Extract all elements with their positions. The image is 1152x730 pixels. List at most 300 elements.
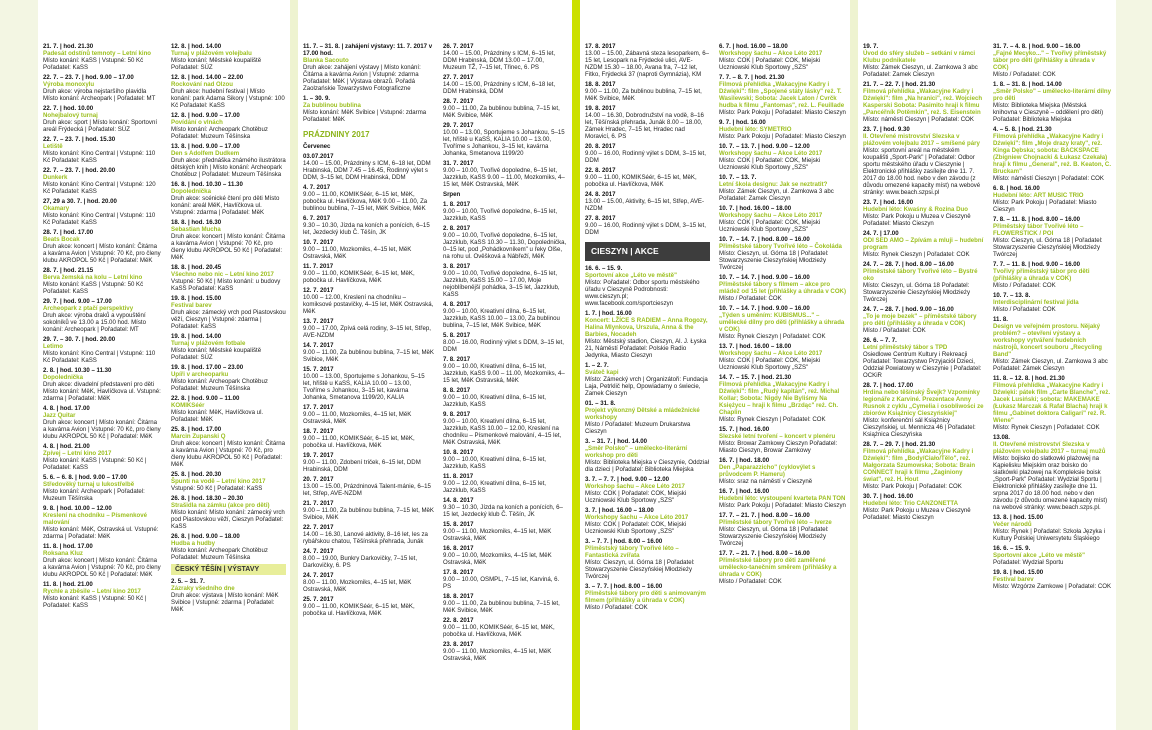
- event-date: 22. 8. 2017: [443, 617, 474, 624]
- event-title: Příměstský tábory Tvořivé léto – Fantastická zvířata: [585, 545, 679, 559]
- event-info: Místo: Zámek Cieszyn, ul. Zamkowa 3 abc Pořadatel: Zamek Cieszyn: [863, 64, 978, 78]
- event-entry: [43, 267, 162, 295]
- event-info: Pořadatel: Wydział Sportu: [993, 559, 1064, 566]
- event-title: Filmová přehlídka „Wakacyjne Kadry i Dźwięki": film „Moje drazy kraty", reż. Kinga Dębska; sobota: BACKSPACE (Zbigniew Chojnacki & Łukasz Czekała) hraji k filmu „General", reż. B. Keaton, C. Bruckam": [993, 133, 1112, 175]
- event-info: 9.00 – 10.00, OSMPL, 7–15 let, Karviná, 6. PS: [443, 576, 560, 590]
- event-date: 16. 8. 2017: [443, 545, 474, 552]
- event-info: 14.00 – 15.00, Prázdniny s ICM, 6–18 let, DDM Hrabinská, DDM: [443, 81, 556, 95]
- event-date: 27. 7. 2017: [443, 74, 474, 81]
- event-title: II. Otevřené mistrovství Slezska v plážovém volejbalu 2017 – turnaj mužů: [993, 441, 1106, 455]
- event-entry: [585, 310, 710, 359]
- column-5: [580, 0, 714, 730]
- event-entry: [443, 43, 568, 71]
- event-title: Filmová přehlídka „Wakacyjne Kadry i Dźwięki": film „Rudý kapitán", reż. Michal Kollar; Sobota: Nigdy Nie Byliśmy Na Księżycu – hraji k filmu „Brzdąc" reż. Ch. Chaplin: [719, 381, 840, 416]
- event-info: 9.00 – 10.00, Kreativní dílna, 6–15 let, Jazzklub, KaSS 10.00 – 12.00, Kreslení na chodníku – Písmenkové malování, 4–15 let, MěK Ostravská, MěK: [443, 418, 562, 446]
- event-entry: [303, 263, 434, 284]
- event-date: 5. 6. – 6. 8. | hod. 9.00 – 17.00: [43, 474, 128, 481]
- event-title: Den „Paparazzicho" (cyklovýlet s průvodcem P. Hameru): [719, 464, 816, 478]
- event-date: 12. 8. | hod. 14.00 – 22.00: [171, 74, 244, 81]
- event-entry: [303, 548, 434, 569]
- event-entry: [719, 488, 846, 509]
- event-entry: [863, 493, 984, 521]
- event-title: Den s Adolfem Dudkem: [171, 150, 240, 157]
- event-date: 3. – 7. 7. | hod. 8.00 – 16.00: [585, 538, 663, 545]
- event-entry: [171, 295, 286, 330]
- event-title: Dopolednička: [43, 374, 83, 381]
- event-date: 29. 7. – 30. 7. | hod. 20.00: [43, 336, 116, 343]
- event-date: 18. 7. 2017: [303, 428, 334, 435]
- event-date: 9. 8. | hod. 10.00 – 12.00: [43, 505, 112, 512]
- event-info: 13.00 – 15.00, Zábavná steza lesoparkem, 6–15 let, Lesopark na Frýdecké ulici, AVE-NZDM 15.30 – 18.00, Avana fra, 7–12 let, Fitko, Frýdecká 37 (naproti Gymnázia), KM: [585, 50, 709, 78]
- event-title: Za bublinou bublina: [303, 102, 361, 109]
- event-info: 10.00 – 12.00, Kreslení na chodníku – komiksové postavičky, 4–15 let, MěK Ostravská, MěK: [303, 294, 434, 315]
- event-date: 12. 7. 2017: [303, 287, 334, 294]
- event-entry: [993, 81, 1112, 123]
- event-entry: [303, 572, 434, 593]
- event-date: 1. 8. – 31. 8. | hod. 14.00: [993, 81, 1062, 88]
- event-entry: [171, 395, 286, 423]
- event-title: Design ve veřejném prostoru. Nějaký problém? – otevření výstavy a workshopy vytváření hudebních nástrojů, koncert souboru „Recycling Band": [993, 323, 1103, 358]
- event-info: Druh akce: výstava | Místo konání: MěK Svibice | Vstupné: zdarma | Pořadatel: MěK: [171, 592, 279, 613]
- event-entry: [443, 473, 568, 494]
- event-entry: [303, 366, 434, 401]
- event-title: „Týden s uměním: KUBISMUS..." – umělecké dílny pro děti (přihlášky a úhrada v COK): [719, 312, 845, 333]
- event-date: 1. – 2. 7.: [585, 362, 609, 369]
- event-info: Místo: náměstí Cieszyn | Pořadatel: COK: [863, 116, 974, 123]
- event-entry: [303, 95, 434, 123]
- event-entry: [863, 81, 984, 123]
- event-title: Rockování nad Olzou: [171, 81, 233, 88]
- event-info: 9.00 – 11.00, Zdobení triček, 6–15 let, DDM Hrabinská, DDM: [303, 459, 421, 473]
- event-title: Beats Bocak: [43, 236, 80, 243]
- event-entry: [993, 316, 1112, 372]
- event-title: „Směr Polsko" – uměleckо-literární workshop pro děti: [585, 445, 688, 459]
- event-date: 01. – 31. 8.: [585, 400, 616, 407]
- event-entry: [303, 215, 434, 236]
- event-entry: [585, 81, 710, 102]
- event-entry: [43, 74, 162, 102]
- event-info: Druh akce: koncert | Místo konání: Čitárna a kavárna Avion | Vstupné: 70 Kč, pro členy klubu AKROPOL 50 Kč | Pořadatel: MěK: [171, 440, 286, 468]
- event-title: Archeopark z ptačí perspektivy: [43, 305, 134, 312]
- event-title: Blanka Sacouto: [303, 57, 349, 64]
- event-info: Druh akce: výroba draků a vypouštění sokolníků ve 13.00 a 15.00 hod. Místo konání: Archeopark | Pořadatel: MT: [43, 312, 146, 333]
- event-date: 12. 8. | hod. 9.00 – 17.00: [171, 112, 240, 119]
- event-date: 24. 8. 2017: [585, 191, 616, 198]
- column-2: [166, 0, 290, 730]
- event-title: Příměstské tábory Tvořivé léto – Bystré oko: [863, 268, 978, 282]
- event-title: Letní škola designu: Jak se neztratit?: [719, 181, 828, 188]
- stripe-2: [572, 0, 580, 730]
- event-title: Špunti na vodě – Letní kino 2017: [171, 478, 266, 485]
- event-title: Hudební léto: Trio CANZONETTA: [863, 500, 959, 507]
- event-date: 3. 7. | hod. 16.00 – 18.00: [585, 507, 654, 514]
- event-date: 22. 8. | hod. 9.00 – 11.00: [171, 395, 240, 402]
- event-entry: [443, 201, 568, 222]
- event-info: Místo: Zámek Cieszyn, ul. Zamkowa 3 abc Pořadatel: Zámek Cieszyn: [993, 358, 1108, 372]
- event-title: Povídání o vlnách: [171, 119, 223, 126]
- event-date: 17. 8. 2017: [443, 569, 474, 576]
- event-date: 11. 8. – 12. 8. | hod. 21.30: [993, 375, 1065, 382]
- event-info: 10.00 – 13.00, Sportujeme s Johankou, 5–15 let, hřiště u KaSS, KALIA 10.00 – 13.00, Tvoříme s Johankou, 3–15 let, kavárna Johanka, Smetanova 1199/20, KALIA: [303, 373, 425, 401]
- event-info: Místo konání: Kino Central | Vstupné: 110 Kč Pořadatel: KaSS: [43, 212, 156, 226]
- event-title: Workshopy šachu – Akce Léto 2017: [719, 212, 823, 219]
- event-title: Večer národů: [993, 521, 1032, 528]
- event-info: Druh akce: koncert | Místo konání: Čitárna a kavárna Avion | Vstupné: 70 Kč, pro členy klubu AKROPOL 50 Kč | Pořadatel: MěK: [43, 419, 161, 440]
- event-entry: [303, 287, 434, 315]
- event-title: Výroba monoxylu: [43, 81, 95, 88]
- event-info: Místo: COK | Pořadatel: COK, Miejski Uczniowski Klub Sportowy „SZS": [719, 57, 821, 71]
- event-date: 19. 7. 2017: [303, 452, 334, 459]
- event-date: 14. 8. 2017: [443, 497, 474, 504]
- event-entry: [43, 405, 162, 440]
- event-date: 5. 8. 2017: [443, 332, 471, 339]
- column-8: [988, 0, 1116, 730]
- event-info: 9.00 – 11.00, KOMIKSéér, 6–15 let, MěK, pobočka ul. Havlíčkova, MěK: [443, 624, 555, 638]
- event-entry: [303, 184, 434, 212]
- event-entry: [443, 569, 568, 590]
- event-entry: [585, 167, 710, 188]
- event-entry: [443, 225, 568, 260]
- event-entry: [43, 105, 162, 133]
- event-entry: [303, 476, 434, 497]
- event-entry: [303, 500, 434, 521]
- event-info: Místo: Rynek Cieszyn | Pořadatel: COK: [719, 333, 826, 340]
- event-entry: [171, 74, 286, 109]
- event-info: 9.00 – 11.00, KOMIKSéér, 6–15 let, MěK, pobočka ul. Havlíčkova, MěK 9.00 – 11.00, Za bublinou bublina, 7–15 let, MěK Svibice, MěK: [303, 191, 428, 212]
- event-entry: [43, 367, 162, 402]
- event-entry: [443, 356, 568, 384]
- event-info: Místo: Park Pokoju | Pořadatel: Miasto Cieszyn: [993, 199, 1097, 213]
- event-info: Místo: Browar Zamkowy Cieszyn Pořadatel: Miasto Cieszyn, Browar Zamkowy: [719, 440, 838, 454]
- event-date: 11. 7. 2017: [303, 263, 334, 270]
- event-date: 11. 7. – 31. 8. | zahájení výstavy: 11. 7. 2017 v 17.00 hod.: [303, 43, 433, 57]
- event-info: 9.00 – 11.00, KOMIKSéér, 6–15 let, MěK, pobočka ul. Havlíčkova, MěK: [303, 435, 415, 449]
- event-entry: [443, 191, 568, 198]
- event-date: 9. 7. | hod. 16.00: [719, 119, 766, 126]
- event-entry: [43, 543, 162, 578]
- event-info: Druh akce: přednáška známého ilustrátora dětských knih | Místo konání: Archeopark Chotěbuz | Pořadatel: Muzeum Těšínska: [171, 157, 286, 178]
- event-info: Druh akce: zámecký vrch pod Piastovskou věží, Cieszyn | Vstupné: zdarma | Pořadatel: KaSS: [171, 309, 286, 330]
- event-date: 26. 6. – 7. 7.: [863, 337, 897, 344]
- event-info: 9.00 – 10.00, Tvořivé dopoledne, 6–15 let, Jazzklub, KaSS 15.00 – 17.00, Moje nejoblíbenější pohádka, 3–15 let, Jazzklub, KaSS: [443, 270, 560, 298]
- event-info: Místo konání: MěK Svibice | Vstupné: zdarma Pořadatel: MěK: [303, 109, 427, 123]
- event-entry: [43, 336, 162, 364]
- event-date: 8. 8. 2017: [443, 387, 471, 394]
- event-info: Místo: náměstí Cieszyn | Pořadatel: COK: [993, 175, 1104, 182]
- event-info: 13.00 – 15.00, Aktivity, 6–15 let, Střep, AVE-NZDM: [585, 198, 705, 212]
- event-date: 22. 8. 2017: [585, 167, 616, 174]
- event-date: 14. 7. – 15. 7. | hod. 21.30: [719, 374, 792, 381]
- event-date: 19. 7.: [863, 43, 879, 50]
- event-date: 15. 7. | hod. 16.00: [719, 426, 770, 433]
- event-info: Místo: Cieszyn, ul. Górna 18 | Pořadatel: Stowarzyszenie Cieszyńskiej Młodzieży Twórczej: [719, 250, 829, 271]
- event-info: Místo / Pořadatel: Muzeum Drukarstwa Cieszyn: [585, 421, 691, 435]
- event-entry: [443, 387, 568, 408]
- event-date: 15. 7. 2017: [303, 366, 334, 373]
- event-date: 18. 8. | hod. 16.30: [171, 219, 222, 226]
- column-7: [858, 0, 988, 730]
- event-date: 11. 8.: [993, 316, 1008, 323]
- event-info: 9.30 – 10.30, Jízda na koních a ponících, 6–15 let, Jezdecký klub Č. Těšín, JK: [303, 222, 430, 236]
- event-info: Místo / Pořadatel: COK: [993, 306, 1056, 313]
- event-date: 23. 7. | hod. 16.00: [863, 199, 914, 206]
- event-title: Zpívej – Letní kino 2017: [43, 450, 112, 457]
- event-title: „To je moje bezek" – příměstské tábory pro děti (přihlášky a úhrada v COK): [863, 313, 977, 327]
- event-info: Místo: Biblioteka Miejska (Městská knihovna v Cieszyně – oddělení pro děti) Pořadatel: Biblioteka Miejska: [993, 102, 1104, 123]
- event-date: 2. 8. 2017: [443, 225, 471, 232]
- event-info: 9.00 – 11.00, Za bublinou bublina, 7–15 let, MěK Svibice, MěK: [303, 349, 434, 363]
- event-date: 19. 8. | hod. 14.00: [171, 333, 222, 340]
- event-entry: [719, 205, 846, 233]
- column-4: [438, 0, 572, 730]
- event-entry: [585, 362, 710, 397]
- event-info: 9.00 – 11.00, Za bublinou bublina, 7–15 let, MěK Svibice, MěK: [585, 88, 702, 102]
- event-date: 4. 8. | hod. 17.00: [43, 405, 90, 412]
- event-info: Místo: Park Pokoju | Pořadatel: COK: [863, 483, 962, 490]
- event-title: Hudební léto: ART MUSIC TRIO: [993, 192, 1084, 199]
- event-info: 9.00 – 10.00, Mozkomiks, 4–15 let, MěK Ostravská, MěK: [443, 552, 552, 566]
- event-info: Místo: Park Pokoju | Pořadatel: Miasto Cieszyn: [719, 502, 846, 509]
- event-date: Červenec: [303, 143, 331, 150]
- event-date: 31. 7. – 4. 8. | hod. 9.00 – 16.00: [993, 43, 1081, 50]
- event-entry: [303, 404, 434, 425]
- event-entry: [863, 43, 984, 78]
- event-info: Druh akce: koncert | Místo konání: Čitárna a kavárna Avion | Vstupné: 70 Kč, pro členy klubu AKROPOL 50 Kč | Pořadatel: MěK: [43, 243, 161, 264]
- event-date: 24. 7. – 28. 7. | hod. 8.00 – 16.00: [863, 261, 954, 268]
- event-info: Místo: COK | Pořadatel: COK, Miejski Uczniowski Klub Sportowy „SZS": [719, 157, 821, 171]
- event-title: Středověký turnaj u lukostřelbě: [43, 481, 135, 488]
- event-entry: [43, 43, 162, 64]
- event-entry: [719, 43, 846, 71]
- section-header-cieszyn: CIESZYN | AKCE: [585, 242, 710, 261]
- event-info: 8.00 – 16.00, Rodinný výlet s DDM, 3–15 let, DDM: [443, 339, 564, 353]
- event-info: Pořadatel: KaSS: [43, 64, 89, 71]
- event-info: 9.00 – 10.00, Kreativní dílna, 6–15 let, Jazzklub, KaSS 9.00 – 11.00, Mozkomiks, 4–15 let, MěK Ostravská, MěK: [443, 363, 565, 384]
- event-entry: [443, 617, 568, 638]
- event-entry: [303, 318, 434, 339]
- event-info: Místo: Zámecký vrch | Organizátoři: Fundacja Laja, Petrklič help, Opowiadamy o świecie, Zamek Cieszyn: [585, 376, 708, 397]
- event-entry: [585, 400, 710, 435]
- event-title: Tvořivý příměstský tábor pro děti (přihlášky a úhrada v COK): [993, 268, 1090, 282]
- event-title: Festival barev: [993, 576, 1034, 583]
- event-entry: [443, 332, 568, 353]
- event-entry: [719, 457, 846, 485]
- event-entry: [585, 105, 710, 140]
- event-date: 22. 7. | hod. 10.00: [43, 105, 94, 112]
- event-date: 6. 7. 2017: [303, 215, 331, 222]
- event-entry: [171, 333, 286, 361]
- event-date: 21. 7. 2017: [303, 500, 334, 507]
- event-date: 28. 7. | hod. 17.00: [863, 382, 914, 389]
- event-title: Workshopy šachu – Akce Léto 2017: [719, 350, 823, 357]
- event-entry: [43, 167, 162, 195]
- event-title: Dopolednička: [171, 188, 211, 195]
- event-entry: [171, 364, 286, 392]
- event-date: 10. 7. – 14. 7. | hod. 8.00 – 16.00: [719, 236, 810, 243]
- event-title: Příměstské tábory Tvořivé léto – Iverze: [719, 519, 832, 526]
- event-info: Místo: Cieszyn, ul. Górna 18 Pořadatel: Stowarzyszenie Cieszyńskiej Młodzieży Twórczej: [863, 282, 971, 303]
- event-title: Hudební léto: Kwaśny & Rozina Duo: [863, 206, 968, 213]
- event-info: Místo konání: KaSS | Vstupné: 50 Kč | Pořadatel: KaSS: [43, 595, 147, 609]
- event-info: 9.00 – 11.00, Mozkomiks, 4–15 let, MěK Ostravská, MěK: [303, 246, 412, 260]
- event-info: Místo: Pořadatel: Odbor sportu městského úřadu v Cieszyně Podrobnosti: www.cieszyn.pl; www.facebook.com/sportcieszyn: [585, 279, 700, 307]
- event-date: 24. 7. 2017: [303, 572, 334, 579]
- event-title: Dunkerk: [43, 174, 68, 181]
- event-date: 23. 8. 2017: [443, 641, 474, 648]
- event-info: 9.00 – 10.00, Kreativní dílna, 6–15 let, Jazzklub, KaSS: [443, 394, 546, 408]
- event-info: Místo: Rynek Cieszyn | Pořadatel: COK: [863, 251, 970, 258]
- event-entry: [171, 112, 286, 140]
- event-date: 15. 8. 2017: [443, 521, 474, 528]
- event-title: KOMIKSéér: [171, 402, 205, 409]
- event-entry: [993, 292, 1112, 313]
- event-entry: [993, 514, 1112, 542]
- event-date: 4. 8. 2017: [443, 301, 471, 308]
- event-entry: [585, 538, 710, 580]
- event-entry: [171, 495, 286, 530]
- event-entry: [993, 434, 1112, 511]
- event-info: 14.00 – 16.30, Dobrodružství na vodě, 8–16 let, Těšínská přehrada, Junák 8.00 – 18.00, Zámek Hradec, 7–15 let, Hradec nad Moravicí, 6. PS: [585, 112, 704, 140]
- event-info: Místo / Pořadatel: COK: [993, 282, 1056, 289]
- section-header-vystavy: ČESKÝ TĚŠÍN | VÝSTAVY: [171, 564, 286, 575]
- event-entry: [171, 471, 286, 492]
- event-info: Místo: bojisko do slatkowki plażowej na Kąpielisku Miejskim oraz boisko do siatkówki plażowej na Kompleksie boisk „Sport-Park" Pořadatel: Wydział Sportu | Elektronické přihlášky zasílejte dne 11. srpna 2017 do 18.00 hod. nebo v den závodu (z důvodu omezené kapacity míst) na webové stránky: www.beach.szps.pl.: [993, 455, 1108, 511]
- event-entry: [443, 301, 568, 329]
- event-date: 11. 8. | hod. 17.00: [43, 543, 93, 550]
- event-info: 9.00 – 16.00, Rodinný výlet s DDM, 3–15 let, DDM: [585, 150, 706, 164]
- event-info: 9.00 – 16.00, Rodinný výlet s DDM, 3–15 let, DDM: [585, 222, 706, 236]
- event-title: Padesát odstínů temnoty – Letní kino: [43, 50, 152, 57]
- event-title: Turnaj v plážovém volejbalu: [171, 50, 252, 57]
- event-info: 9.00 – 11.00, Za bublinou bublina, 7–15 let, MěK Svibice, MěK: [443, 105, 560, 119]
- event-entry: [585, 438, 710, 473]
- event-info: 9.30 – 10.30, Jízda na koních a ponících, 6–15 let, Jezdecký klub Č. Těšín, JK: [443, 504, 563, 518]
- event-entry: [303, 239, 434, 260]
- event-entry: [171, 578, 286, 613]
- event-info: 9.00 – 10.00, Kreativní dílna, 6–15 let, Jazzklub, KaSS 10.00 – 13.00, Za bublinou bublina, 7–15 let, MěK Svibice, MěK: [443, 308, 560, 329]
- event-info: 9.00 – 11.00, Za bublinou bublina, 7–15 let, MěK Svibice, MěK: [443, 600, 560, 614]
- event-date: 22. 7. – 23. 7. | hod. 15.30: [43, 136, 116, 143]
- event-title: Sebastian Mucha: [171, 226, 221, 233]
- event-entry: [171, 143, 286, 178]
- event-info: 8.00 – 11.00, Mozkomiks, 4–15 let, MěK Ostravská, MěK: [303, 579, 412, 593]
- event-date: 13. 8. | hod. 9.00 – 17.00: [171, 143, 240, 150]
- column-1: [38, 0, 166, 730]
- event-info: Místo konání: MěK, Ostravská ul. Vstupné: zdarma | Pořadatel: MěK: [43, 526, 159, 540]
- event-entry: [863, 382, 984, 438]
- event-title: Filmová přehlídka „Wakacyjne Kadry i Dźwięki": film „Body/Ciało/Tělo", reż. Małgorzata Szumowska; Sobota: Brain CONNECT hraji k filmu „Zaginiony świat", reż. H. Hout: [863, 448, 976, 483]
- event-entry: [43, 198, 162, 226]
- event-entry: [303, 452, 434, 473]
- event-title: Sváteč kapi: [585, 369, 619, 376]
- stripe-1: [290, 0, 298, 730]
- event-date: 14. 7. 2017: [303, 342, 334, 349]
- event-info: Místo konání: Městské koupaliště Pořadatel: SÚZ: [171, 57, 262, 71]
- event-info: Místo: Cieszyn, ul. Górna 18 | Pořadatel: Stowarzyszenie Cieszyńskiej Młodzieży Twórczej: [993, 237, 1103, 258]
- event-entry: [993, 569, 1112, 590]
- event-title: Zázraky všedního dne: [171, 585, 235, 592]
- event-info: Místo: Rynek Cieszyn | Pořadatel: COK: [719, 416, 826, 423]
- event-info: Místo: Biblioteka Miejska v Cieszynie, Oddział dla dzieci | Pořadatel: Biblioteka Miejska: [585, 459, 709, 473]
- event-date: 10. 7. 2017: [303, 239, 334, 246]
- event-date: 18. 8. | hod. 20.45: [171, 264, 222, 271]
- event-date: 6. 7. | hod. 16.00 – 18.00: [719, 43, 788, 50]
- event-entry: [303, 596, 434, 617]
- column-3: [298, 0, 438, 730]
- event-title: Všechno nebo nic – Letní kino 2017: [171, 271, 274, 278]
- event-entry: [171, 43, 286, 71]
- event-info: Druh akce: výroba nejstaršího plavidla Místo konání: Archeopark | Pořadatel: MT: [43, 88, 156, 102]
- event-title: Filmová přehlídka „Wakacyjne Kadry i Dźwięki": film „Spojené státy lásky" reż. T. Wasilewski; Sobota: Jacek Laton / Cvrčk hudba k filmu „Fantomas", reż. L. Feuillade: [719, 81, 845, 109]
- event-title: Letimo: [43, 343, 63, 350]
- event-entry: [171, 533, 286, 561]
- event-date: 28. 7. | hod. 17.00: [43, 229, 94, 236]
- event-title: „Fajné Mecyko..." – Tvořivý příměstský tábor pro děti (přihlášky a úhrada v COK): [993, 50, 1107, 71]
- event-date: 10. 8. 2017: [443, 449, 474, 456]
- stripe-3: [850, 0, 858, 730]
- event-info: Místo: Wzgórze Zamkowe | Pořadatel: COK: [993, 583, 1112, 590]
- event-date: 24. 7. 2017: [303, 548, 334, 555]
- event-date: 1. – 30. 9.: [303, 95, 331, 102]
- event-info: Místo konání: MěK, Havlíčkova ul. Pořadatel: MěK: [171, 409, 264, 423]
- event-title: Hudební léto: SYMETRIO: [719, 126, 792, 133]
- event-entry: [863, 261, 984, 303]
- event-info: Vstupné: 50 Kč | Místo konání: u budovy KaSS Pořadatel: KaSS: [171, 278, 281, 292]
- event-date: 21. 7. – 22. 7. | hod. 21.30: [863, 81, 936, 88]
- event-entry: [443, 98, 568, 119]
- event-date: 26. 7. 2017: [443, 43, 474, 50]
- event-title: Workshopy šachu – Akce Léto 2017: [719, 150, 823, 157]
- event-date: 4. 7. 2017: [303, 184, 331, 191]
- event-info: Místo: COK | Pořadatel: COK, Miejski Uczniowski Klub Sportowy „SZS": [585, 490, 687, 504]
- event-date: 18. 8. 2017: [443, 593, 474, 600]
- event-entry: [43, 136, 162, 164]
- event-entry: [993, 185, 1112, 213]
- event-title: Hudební léto: vystoupení kvarteta PAN TON: [719, 495, 846, 502]
- event-info: Místo: Městský stadion, Cieszyn, Al. J. Łyska 21, Náměstí Pořadatel: Polskie Radio Jedynka, Miasto Cieszyn: [585, 338, 707, 359]
- event-date: 10. 7. – 13. 8.: [993, 292, 1031, 299]
- event-info: Místo: Zámek Cieszyn, ul. Zamkowa 3 abc Pořadatel: Zamek Cieszyn: [719, 188, 834, 202]
- event-date: 10. 7. – 13. 7. | hod. 9.00 – 12.00: [719, 143, 810, 150]
- event-title: Letiště: [43, 143, 63, 150]
- event-entry: [993, 126, 1112, 182]
- event-date: 13. 8. | hod. 15.00: [993, 514, 1044, 521]
- left-gutter: [0, 0, 38, 730]
- event-title: Nohejbalový turnaj: [43, 112, 98, 119]
- event-date: 13. 7. | hod. 16.00 – 18.00: [719, 343, 792, 350]
- event-title: Projekt výkonzný Dětské a mládežnické workshopy: [585, 407, 700, 421]
- event-date: 4. 8. | hod. 21.00: [43, 443, 90, 450]
- event-date: 6. 8. | hod. 16.00: [993, 185, 1040, 192]
- event-title: Jazz Quitar: [43, 412, 76, 419]
- event-info: 10.00 – 13.00, Sportujeme s Johankou, 5–15 let, hřiště u KaSS, KALIA 10.00 – 13.00, Tvoříme s Johankou, 3–15 let, kavárna Johanka, Smetanova 1199/20: [443, 129, 565, 157]
- event-info: Místo konání: Archeopark Chotěbuz Pořadatel: Muzeum Těšínska: [171, 126, 268, 140]
- event-info: 9.00 – 11.00, Mozkomiks, 4–15 let, MěK Ostravská, MěK: [303, 411, 412, 425]
- event-title: Kreslení na chodníku – Písmenkové malování: [43, 512, 147, 526]
- event-entry: [303, 428, 434, 449]
- event-title: Workshop šachu – Akce Léto 2017: [585, 483, 685, 490]
- event-entry: [303, 143, 434, 150]
- event-entry: [43, 298, 162, 333]
- event-info: 9.00 – 11.00, KOMIKSéér, 6–15 let, MěK, pobočka ul. Havlíčkova, MěK: [585, 174, 697, 188]
- event-info: Místo: Cieszyn, ul. Górna 18 | Pořadatel: Stowarzyszenie Cieszyńskiej Młodzieży Twórczej: [719, 526, 829, 547]
- event-date: 27. 8. 2017: [585, 215, 616, 222]
- event-entry: [303, 43, 434, 92]
- event-entry: [585, 191, 710, 212]
- event-entry: [863, 230, 984, 258]
- event-entry: [443, 641, 568, 662]
- event-entry: [585, 143, 710, 164]
